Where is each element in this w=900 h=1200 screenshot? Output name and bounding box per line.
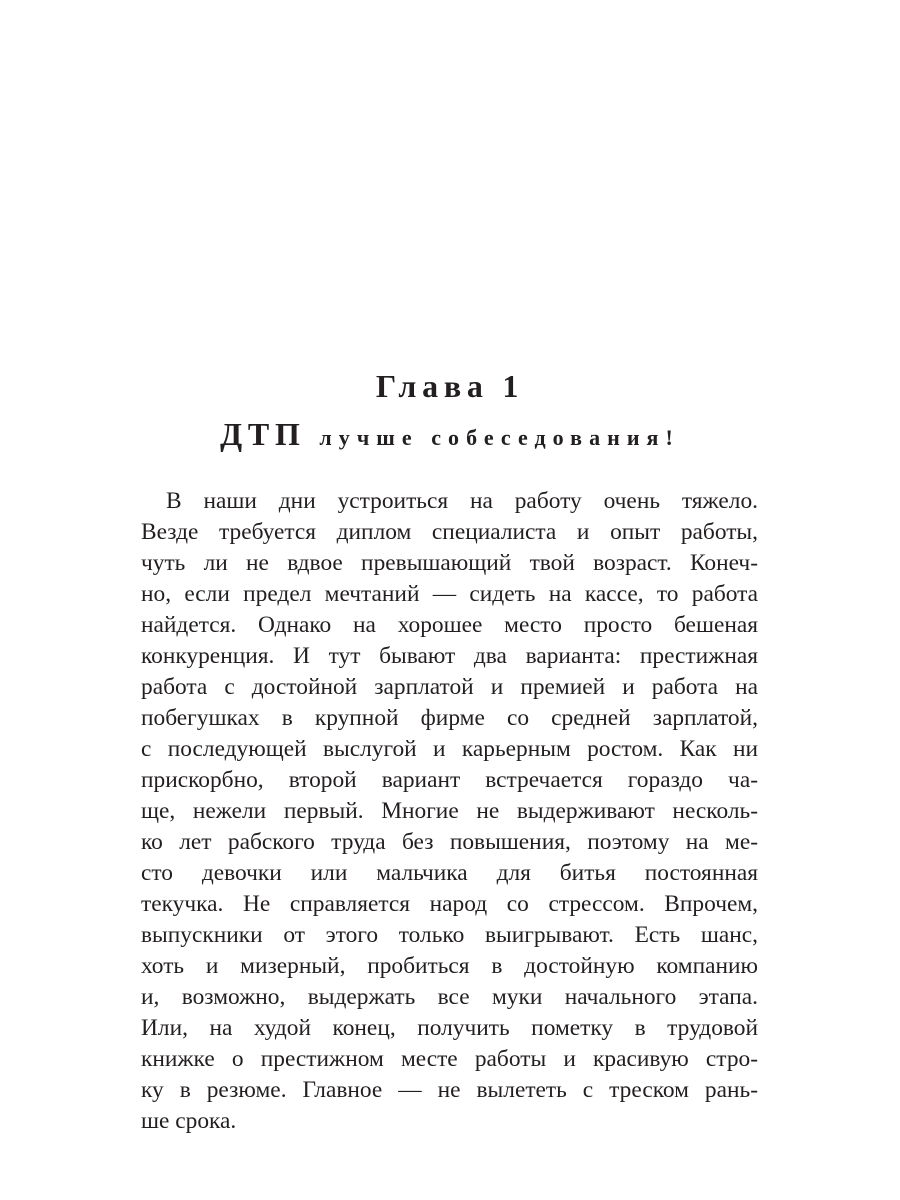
text-line: ще, нежели первый. Многие не выдерживают несколь- xyxy=(141,798,758,824)
text-line: В наши дни устроиться на работу очень тяжело. xyxy=(166,488,758,514)
text-line: прискорбно, второй вариант встречается гораздо ча- xyxy=(141,767,758,793)
chapter-body-paragraph xyxy=(141,486,758,1137)
chapter-title xyxy=(0,414,900,458)
text-line: и, возможно, выдержать все муки начального этапа. xyxy=(141,984,758,1010)
text-line: выпускники от этого только выигрывают. Есть шанс, xyxy=(141,922,758,948)
text-line: но, если предел мечтаний — сидеть на кассе, то работа xyxy=(141,581,758,607)
text-line: книжке о престижном месте работы и красивую стро- xyxy=(141,1046,758,1072)
chapter-number: Глава 1 xyxy=(375,368,525,404)
text-line: конкуренция. И тут бывают два варианта: престижная xyxy=(141,643,758,669)
text-line: сто девочки или мальчика для битья постоянная xyxy=(141,860,758,886)
chapter-title-acronym: ДТП xyxy=(220,416,306,452)
text-line: хоть и мизерный, пробиться в достойную компанию xyxy=(141,953,758,979)
text-line: ку в резюме. Главное — не вылететь с треском рань- xyxy=(141,1077,758,1103)
text-line: ко лет рабского труда без повышения, поэтому на ме- xyxy=(141,829,758,855)
text-line: чуть ли не вдвое превышающий твой возраст. Конеч- xyxy=(141,550,758,576)
chapter-title-rest: лучше собеседования! xyxy=(319,425,680,450)
text-line: ше срока. xyxy=(141,1108,237,1134)
text-line: Везде требуется диплом специалиста и опыт работы, xyxy=(141,519,758,545)
text-line: с последующей выслугой и карьерным ростом. Как ни xyxy=(141,736,758,762)
text-line: работа с достойной зарплатой и премией и работа на xyxy=(141,674,758,700)
text-line: побегушках в крупной фирме со средней зарплатой, xyxy=(141,705,758,731)
text-line: текучка. Не справляется народ со стрессом. Впрочем, xyxy=(141,891,758,917)
text-line: найдется. Однако на хорошее место просто бешеная xyxy=(141,612,758,638)
text-line: Или, на худой конец, получить пометку в трудовой xyxy=(141,1015,758,1041)
